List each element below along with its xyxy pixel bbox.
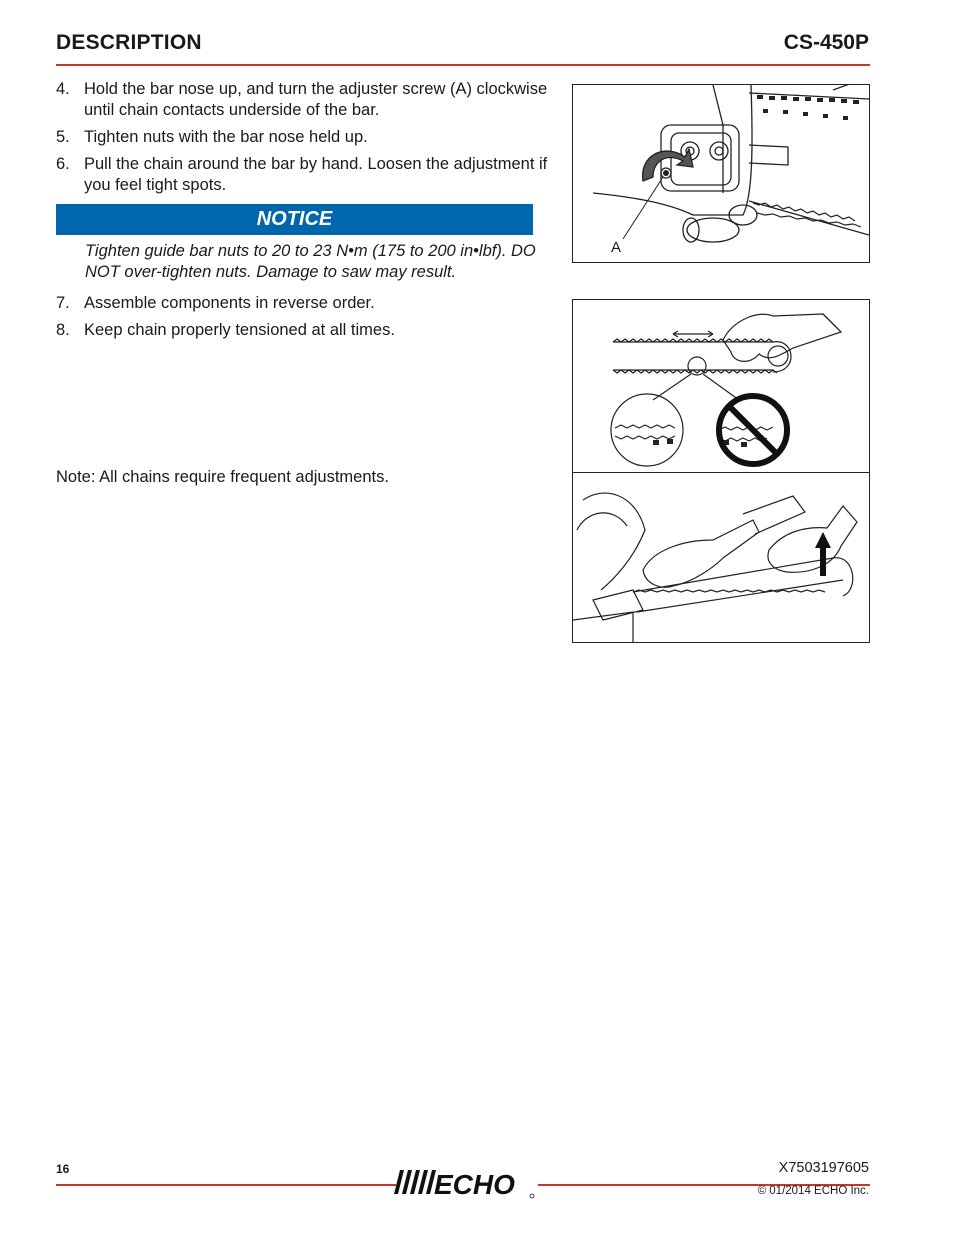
page-number: 16: [56, 1162, 70, 1176]
notice-title: NOTICE: [256, 208, 333, 230]
page-header-section: DESCRIPTION: [56, 31, 202, 54]
chain-tension-illustration: [572, 299, 870, 643]
step-text: Assemble components in reverse order.: [84, 294, 375, 312]
adjuster-screw-label: A: [611, 239, 622, 256]
adjustment-note: Note: All chains require frequent adjustments.: [56, 468, 389, 486]
step-item: [56, 320, 561, 341]
notice-banner: [56, 204, 533, 235]
notice-text: Tighten guide bar nuts to 20 to 23 N•m (175 to 200 in•lbf). DO NOT over-tighten nuts. Damage to saw may result.: [85, 242, 536, 281]
step-number: 4.: [56, 80, 70, 98]
step-text: Tighten nuts with the bar nose held up.: [84, 128, 368, 146]
step-item: [56, 127, 561, 148]
adjuster-screw-illustration: [572, 84, 870, 263]
echo-logo: [394, 1166, 539, 1200]
chain-tension-drawing: [573, 300, 869, 642]
step-text: Pull the chain around the bar by hand. Loosen the adjustment if you feel tight spots.: [84, 155, 548, 194]
step-item: [56, 79, 561, 121]
figure-divider: [573, 472, 869, 473]
step-item: [56, 293, 561, 314]
instruction-steps-first: [56, 79, 561, 202]
step-number: 8.: [56, 321, 70, 339]
step-text: Hold the bar nose up, and turn the adjuster screw (A) clockwise until chain contacts underside of the bar.: [84, 80, 548, 119]
step-number: 7.: [56, 294, 70, 312]
page-header-model: CS-450P: [783, 31, 869, 54]
document-number: X7503197605: [778, 1160, 869, 1176]
instruction-steps-second: [56, 293, 561, 347]
adjuster-screw-drawing: [573, 85, 869, 262]
step-item: [56, 154, 561, 196]
copyright-notice: © 01/2014 ECHO Inc.: [757, 1185, 869, 1197]
step-text: Keep chain properly tensioned at all times.: [84, 321, 395, 339]
header-divider: [56, 64, 870, 66]
echo-logo-text: ECHO: [434, 1169, 515, 1200]
footer-divider-left: [56, 1184, 396, 1186]
step-number: 5.: [56, 128, 70, 146]
step-number: 6.: [56, 155, 70, 173]
